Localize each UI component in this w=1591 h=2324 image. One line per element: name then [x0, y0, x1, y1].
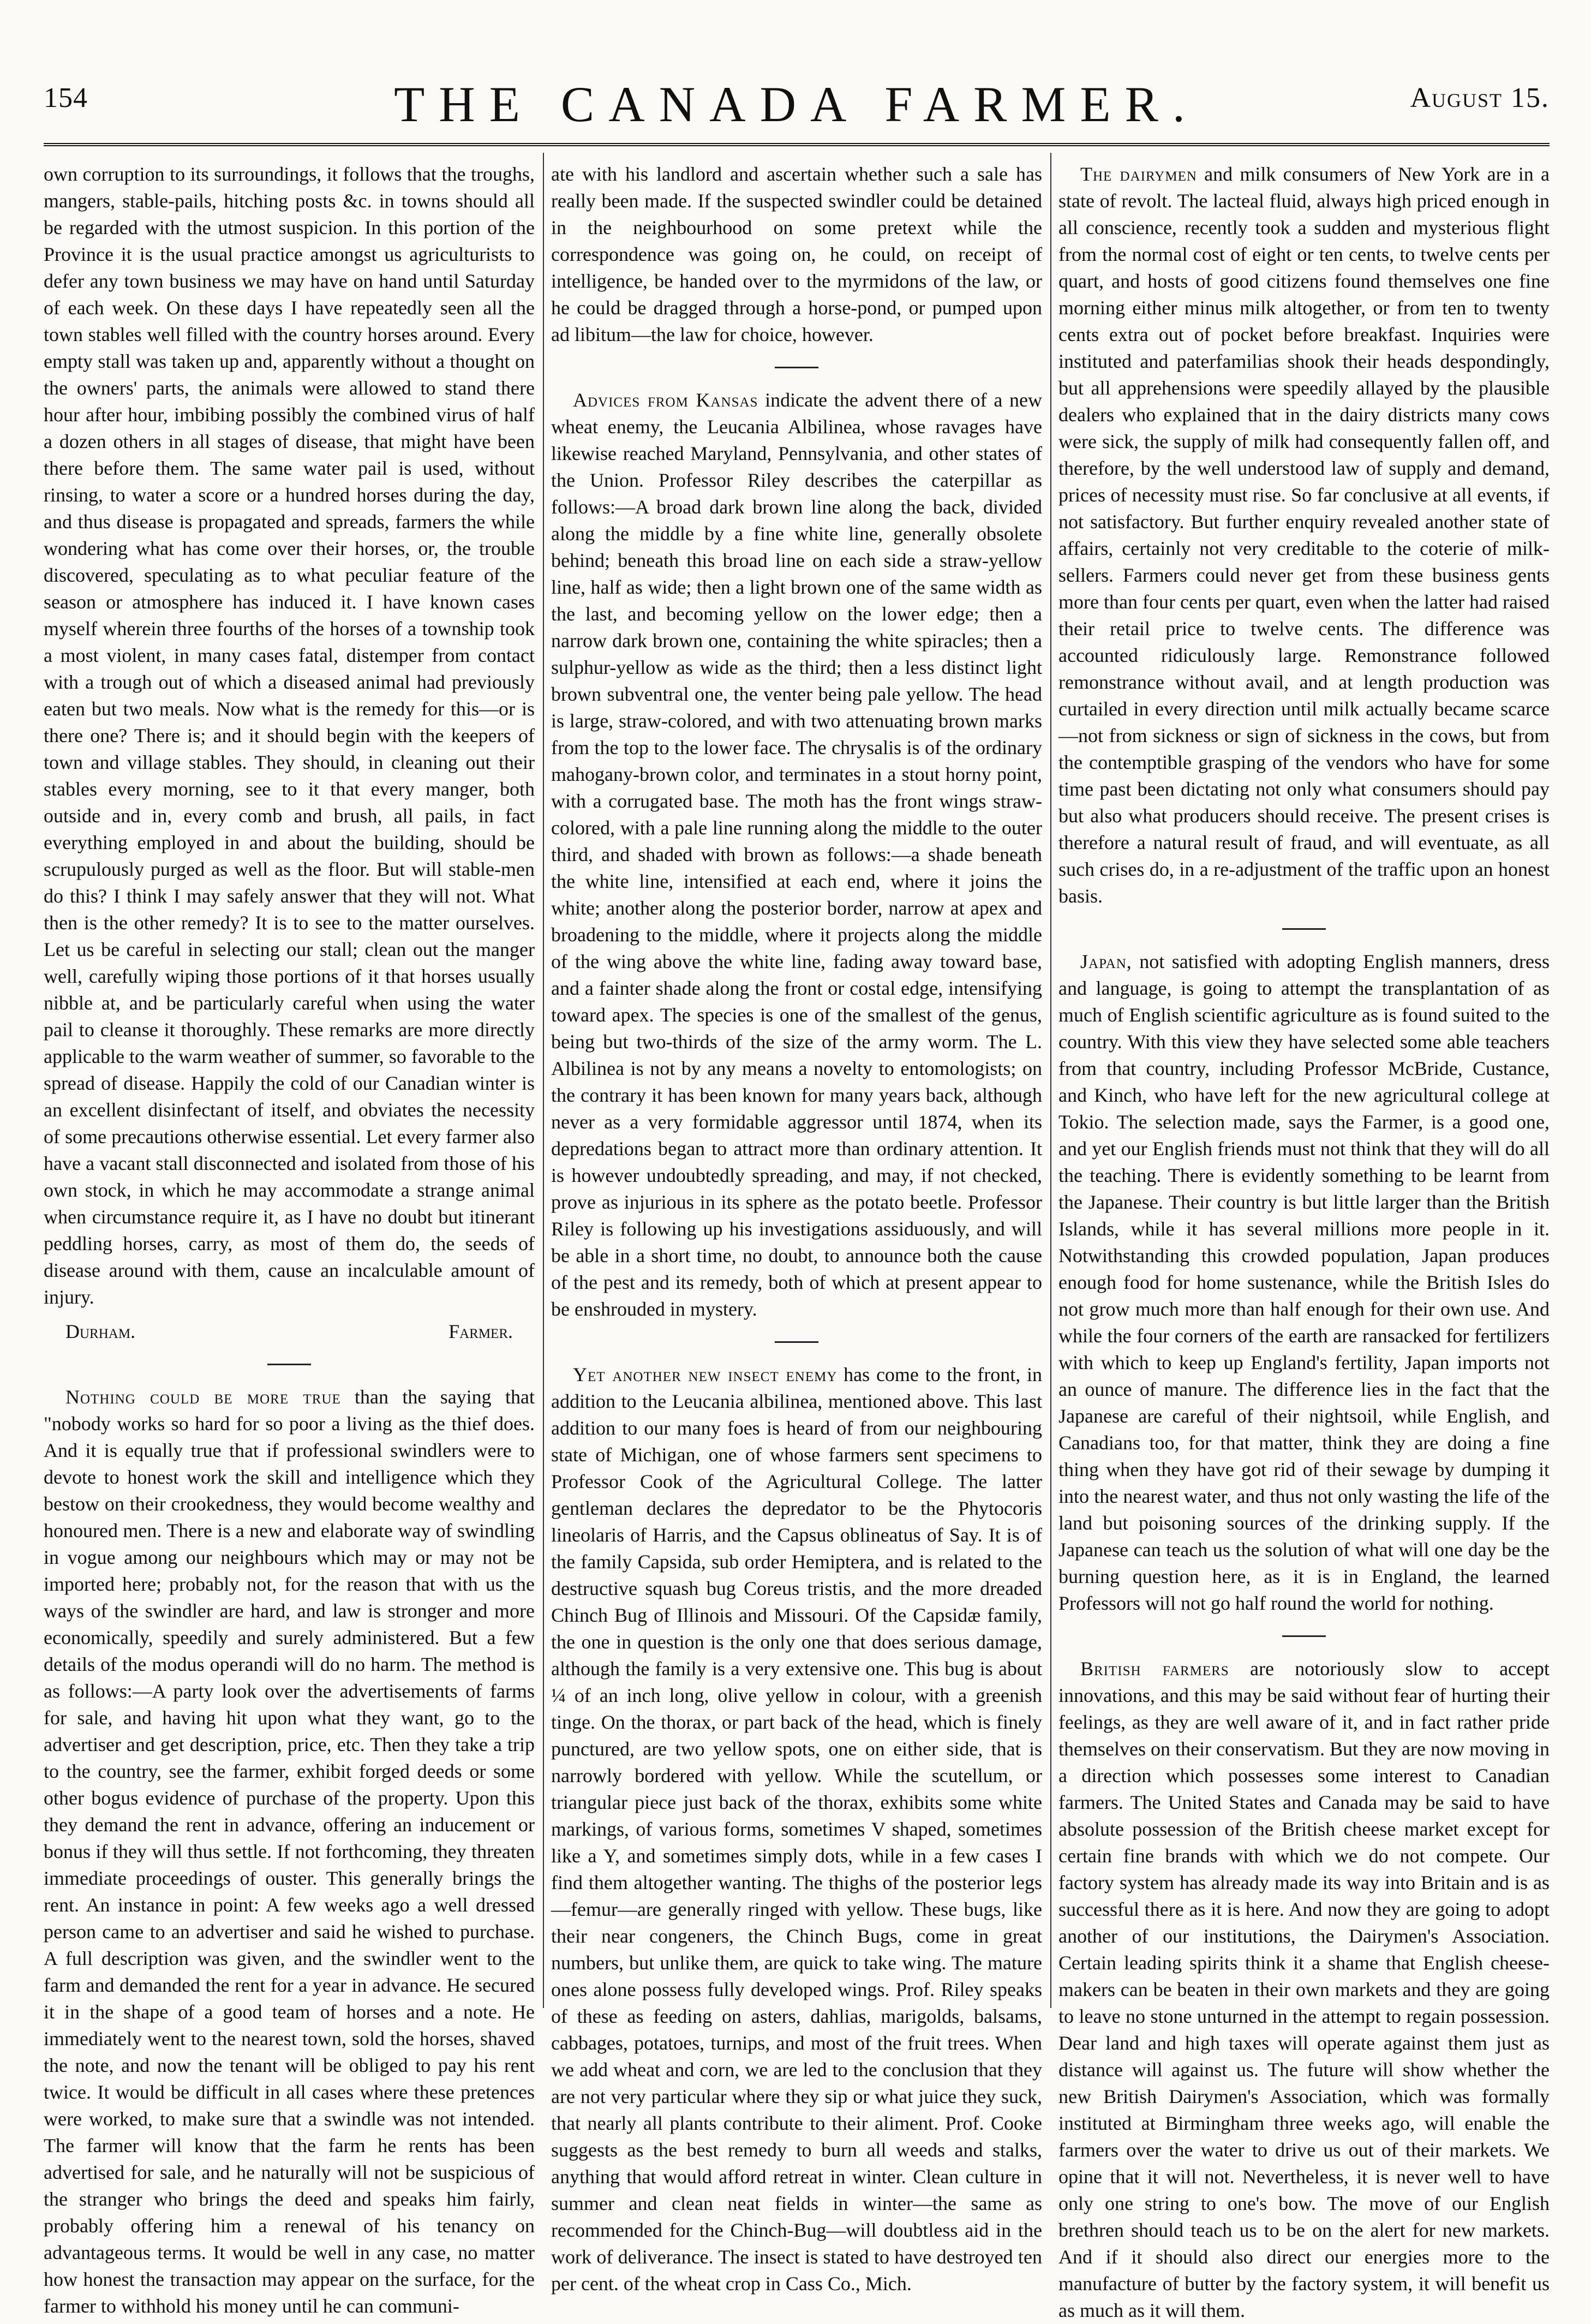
- article-paragraph: ate with his landlord and ascertain whether such a sale has really been made. If the suspected swindler could be detained in the neighbourhood on some pretext while the correspondence was going on, he could, on receipt of intelligence, be handed over to the myrmidons of the law, or he could be dragged through a horse-pond, or pumped upon ad libitum—the law for choice, however.: [551, 163, 1042, 345]
- section-separator: [267, 1364, 311, 1365]
- column-1: [44, 161, 535, 2317]
- section-separator: [1282, 1635, 1326, 1637]
- article-paragraph: [1058, 948, 1550, 1617]
- article-paragraph: [551, 1361, 1042, 2297]
- article-body: not satisfied with adopting English manners, dress and language, is going to attempt the transplantation of as much of English scientific agriculture as is found suited to the country. With this view they have selected some able teachers from that country, including Professor McBride, Custance, and Kinch, who have left for the new agricultural college at Tokio. The selection made, says the Farmer, is a good one, and yet our English friends must not think that they will do all the teaching. There is evidently something to be learnt from the Japanese. Their country is but little larger than the British Islands, while it has several millions more people in it. Notwithstanding this crowded population, Japan produces enough food for home sustenance, while the British Isles do not grow much more than half enough for their own use. And while the four corners of the earth are ransacked for fertilizers with which to keep up England's fertility, Japan imports not an ounce of manure. The difference lies in the fact that the Japanese are careful of their nightsoil, while English, and Canadians too, for that matter, think they are doing a fine thing when they have got rid of their sewage by dumping it into the nearest water, and thus not only wasting the life of the land but poisoning sources of the drinking supply. If the Japanese can teach us the solution of what will one day be the burning question here, as it is in England, the learned Professors will not go half round the world for nothing.: [1058, 951, 1550, 1614]
- article-body: indicate the advent there of a new wheat enemy, the Leucania Albilinea, whose ravages have likewise reached Maryland, Pennsylvania, and other states of the Union. Professor Riley describes the caterpillar as follows:—A broad dark brown line along the back, divided along the middle by a fine white line, generally obsolete behind; beneath this broad line on each side a straw-yellow line, half as wide; then a light brown one of the same width as the last, and becoming yellow on the lower edge; then a narrow dark brown one, containing the white spiracles; then a sulphur-yellow as wide as the third; then a less distinct light brown subventral one, the venter being pale yellow. The head is large, straw-colored, and with two attenuating brown marks from the top to the lower face. The chrysalis is of the ordinary mahogany-brown color, and terminates in a stout horny point, with a corrugated base. The moth has the front wings straw-colored, with a pale line running along the middle to the outer third, and shaded with brown as follows:—a shade beneath the white line, intensified at each end, where it joins the white; another along the posterior border, narrow at apex and broadening to the middle, where it projects along the middle of the wing above the white line, fading away toward base, and a fainter shade along the front or costal edge, intensifying toward apex. The species is one of the smallest of the genus, being but two-thirds of the size of the army worm. The L. Albilinea is not by any means a novelty to entomologists; on the contrary it has been known for many years back, although never as a very formidable aggressor until 1874, when its depredations began to attract more than ordinary attention. It is however undoubtedly spreading, and may, if not checked, prove as injurious in its sphere as the potato beetle. Professor Riley is following up his investigations assiduously, and will be able in a short time, no doubt, to announce both the cause of the pest and its remedy, both of which at present appear to be enshrouded in mystery.: [551, 389, 1042, 1320]
- article-paragraph: own corruption to its surroundings, it follows that the troughs, mangers, stable-pails, hitching posts &c. in towns should all be regarded with the utmost suspicion. In this portion of the Province it is the usual practice amongst us agriculturists to defer any town business we may have on hand until Saturday of each week. On these days I have repeatedly seen all the town stables well filled with the country horses around. Every empty stall was taken up and, apparently without a thought on the owners' parts, the animals were allowed to stand there hour after hour, imbibing possibly the combined virus of half a dozen others in all stages of disease, that might have been there before them. The same water pail is used, without rinsing, to water a score or a hundred horses during the day, and thus disease is propagated and spreads, farmers the while wondering what has come over their horses, or, the trouble discovered, speculating as to what peculiar feature of the season or atmosphere has induced it. I have known cases myself wherein three fourths of the horses of a township took a most violent, in many cases fatal, distemper from contact with a trough out of which a diseased animal had previously eaten but two meals. Now what is the remedy for this—or is there one? There is; and it should begin with the keepers of town and village stables. They should, in cleaning out their stables every morning, see to it that every manger, both outside and in, every comb and brush, all pails, in fact everything employed in and about the building, should be scrupulously purged as well as the floor. But will stable-men do this? I think I may safely answer that they will not. What then is the other remedy? It is to see to the matter ourselves. Let us be careful in selecting our stall; clean out the manger well, carefully wiping those portions of it that horses usually nibble at, and be particularly careful when using the water pail to cleanse it thoroughly. These remarks are more directly applicable to the warm weather of summer, so favorable to the spread of disease. Happily the cold of our Canadian winter is an excellent disinfectant of itself, and obviates the necessity of some precautions otherwise essential. Let every farmer also have a vacant stall disconnected and isolated from those of his own stock, in which he may accommodate a strange animal when circumstance require it, as I have no doubt but itinerant peddling horses, carry, as most of them do, the seeds of disease around with them, cause an incalculable amount of injury.: [44, 163, 535, 1308]
- page-header: [44, 65, 1550, 147]
- section-separator: [775, 1341, 818, 1343]
- header-rule: [44, 143, 1550, 146]
- article-body: are notoriously slow to accept innovations, and this may be said without fear of hurting their feelings, as they are well aware of it, and in fact rather pride themselves on their conservatism. But they are now moving in a direction which possesses some interest to Canadian farmers. The United States and Canada may be said to have absolute possession of the British cheese market except for certain fine brands with which we do not compete. Our factory system has already made its way into Britain and is as successful there as it is here. And now they are going to adopt another of our institutions, the Dairymen's Association. Certain leading spirits think it a shame that English cheese-makers can be beaten in their own markets and they are going to leave no stone unturned in the attempt to regain possession. Dear land and high taxes will operate against them just as distance will against us. The future will show whether the new British Dairymen's Association, which was formally instituted at Birmingham three weeks ago, will enable the farmers over the water to drive us out of their markets. We opine that it will not. Nevertheless, it is never well to have only one string to one's bow. The move of our English brethren should teach us to be on the alert for new markets. And if it should also direct our energies more to the manufacture of butter by the factory system, it will benefit us as much as it will them.: [1058, 1658, 1550, 2321]
- column-divider: [543, 153, 544, 2008]
- article-paragraph: [1058, 1656, 1550, 2324]
- column-2: [551, 161, 1042, 2295]
- article-body: and milk consumers of New York are in a state of revolt. The lacteal fluid, always high priced enough in all conscience, recently took a sudden and mysterious flight from the normal cost of eight or ten cents, to twelve cents per quart, and hosts of good citizens found themselves one fine morning either minus milk altogether, or from ten to twenty cents extra out of pocket before breakfast. Inquiries were instituted and paterfamilias shook their heads despondingly, but all apprehensions were speedily allayed by the plausible dealers who explained that in the dairy districts many cows were sick, the supply of milk had consequently fallen off, and therefore, by the well understood law of supply and demand, prices of necessity must rise. So far conclusive at all events, if not satisfactory. But further enquiry revealed another state of affairs, certainly not very creditable to the coterie of milk-sellers. Farmers could never get from these business gents more than four cents per quart, even when the latter had raised their retail price to twelve cents. The difference was accounted ridiculously large. Remonstrance followed remonstrance without avail, and at length production was curtailed in every direction until milk actually became scarce—not from sickness or sign of sickness in the cows, but from the contemptible grasping of the vendors who have for some time past been dictating not only what consumers should pay but also what producers should receive. The present crises is therefore a natural result of fraud, and will eventuate, as all such crises do, in a re-adjustment of the traffic upon an honest basis.: [1058, 163, 1550, 907]
- article-lead: The dairymen: [1080, 163, 1197, 185]
- article-body: than the saying that "nobody works so hard for so poor a living as the thief does. And it is equally true that if professional swindlers were to devote to honest work the skill and intelligence which they bestow on their crookedness, they would become wealthy and honoured men. There is a new and elaborate way of swindling in vogue among our neighbours which may or may not be imported here; probably not, for the reason that with us the ways of the swindler are hard, and law is stronger and more economically, speedily and surely administered. But a few details of the modus operandi will do no harm. The method is as follows:—A party look over the advertisements of farms for sale, and having hit upon what they want, go to the advertiser and get description, price, etc. Then they take a trip to the country, see the farmer, exhibit forged deeds or some other bogus evidence of purchase of the property. Upon this they demand the rent in advance, offering an inducement or bonus if they will thus settle. If not forthcoming, they threaten immediate proceedings of ouster. This generally brings the rent. An instance in point: A few weeks ago a well dressed person came to an advertiser and said he wished to purchase. A full description was given, and the swindler went to the farm and demanded the rent for a year in advance. He secured it in the shape of a good team of horses and a note. He immediately went to the nearest town, sold the horses, shaved the note, and now the tenant will be obliged to pay his rent twice. It would be difficult in all cases where these pretences were worked, to make sure that a swindle was not intended. The farmer will know that the farm he rents has been advertised for sale, and he naturally will not be suspicious of the stranger who brings the deed and speaks him fairly, probably offering him a renewal of his tenancy on advantageous terms. It would be well in any case, no matter how honest the transaction may appear on the surface, for the farmer to withhold his money until he can communi-: [44, 1386, 535, 2317]
- signature-author: Farmer.: [448, 1321, 513, 1342]
- page-number: 154: [44, 82, 88, 113]
- article-paragraph: [44, 1384, 535, 2320]
- section-separator: [1282, 928, 1326, 930]
- article-lead: British farmers: [1080, 1658, 1229, 1680]
- article-paragraph: [551, 387, 1042, 1323]
- article-signature: [44, 1318, 535, 1345]
- article-body: has come to the front, in addition to the Leucania albilinea, mentioned above. This last addition to our many foes is heard of from our neighbouring state of Michigan, one of whose farmers sent specimens to Professor Cook of the Agricultural College. The latter gentleman declares the depredator to be the Phytocoris lineolaris of Harris, and the Capsus oblineatus of Say. It is of the family Capsida, sub order Hemiptera, and is related to the destructive squash bug Coreus tristis, and the more dreaded Chinch Bug of Illinois and Missouri. Of the Capsidæ family, the one in question is the only one that does serious damage, although the family is a very extensive one. This bug is about ¼ of an inch long, olive yellow in colour, with a greenish tinge. On the thorax, or part back of the head, which is finely punctured, are two yellow spots, one on either side, that is narrowly bordered with yellow. While the scutellum, or triangular piece just back of the thorax, exhibits some white markings, of various forms, sometimes V shaped, sometimes like a Y, and sometimes simply dots, while in a few cases I find them altogether wanting. The thighs of the posterior legs—femur—are generally ringed with yellow. These bugs, like their near congeners, the Chinch Bugs, come in great numbers, but unlike them, are quick to take wing. The mature ones alone possess fully developed wings. Prof. Riley speaks of these as feeding on asters, dahlias, marigolds, balsams, cabbages, potatoes, turnips, and most of the fruit trees. When we add wheat and corn, we are led to the conclusion that they are not very particular where they sip or what juice they suck, that nearly all plants contribute to their aliment. Prof. Cooke suggests as the best remedy to burn all weeds and stalks, anything that would afford retreat in winter. Clean culture in summer and clean neat fields in winter—the same as recommended for the Chinch-Bug—will doubtless aid in the work of deliverance. The insect is stated to have destroyed ten per cent. of the wheat crop in Cass Co., Mich.: [551, 1364, 1042, 2295]
- column-3: [1058, 161, 1550, 2321]
- article-lead: Advices from Kansas: [573, 389, 758, 411]
- article-lead: Nothing could be more true: [65, 1386, 341, 1408]
- article-paragraph: [1058, 161, 1550, 910]
- column-divider: [1050, 153, 1051, 2008]
- issue-date: August 15.: [1410, 82, 1550, 113]
- signature-place: Durham.: [65, 1321, 136, 1342]
- newspaper-title: THE CANADA FARMER.: [394, 76, 1199, 132]
- section-separator: [775, 367, 818, 368]
- article-lead: Japan,: [1080, 951, 1132, 972]
- article-lead: Yet another new insect enemy: [573, 1364, 838, 1385]
